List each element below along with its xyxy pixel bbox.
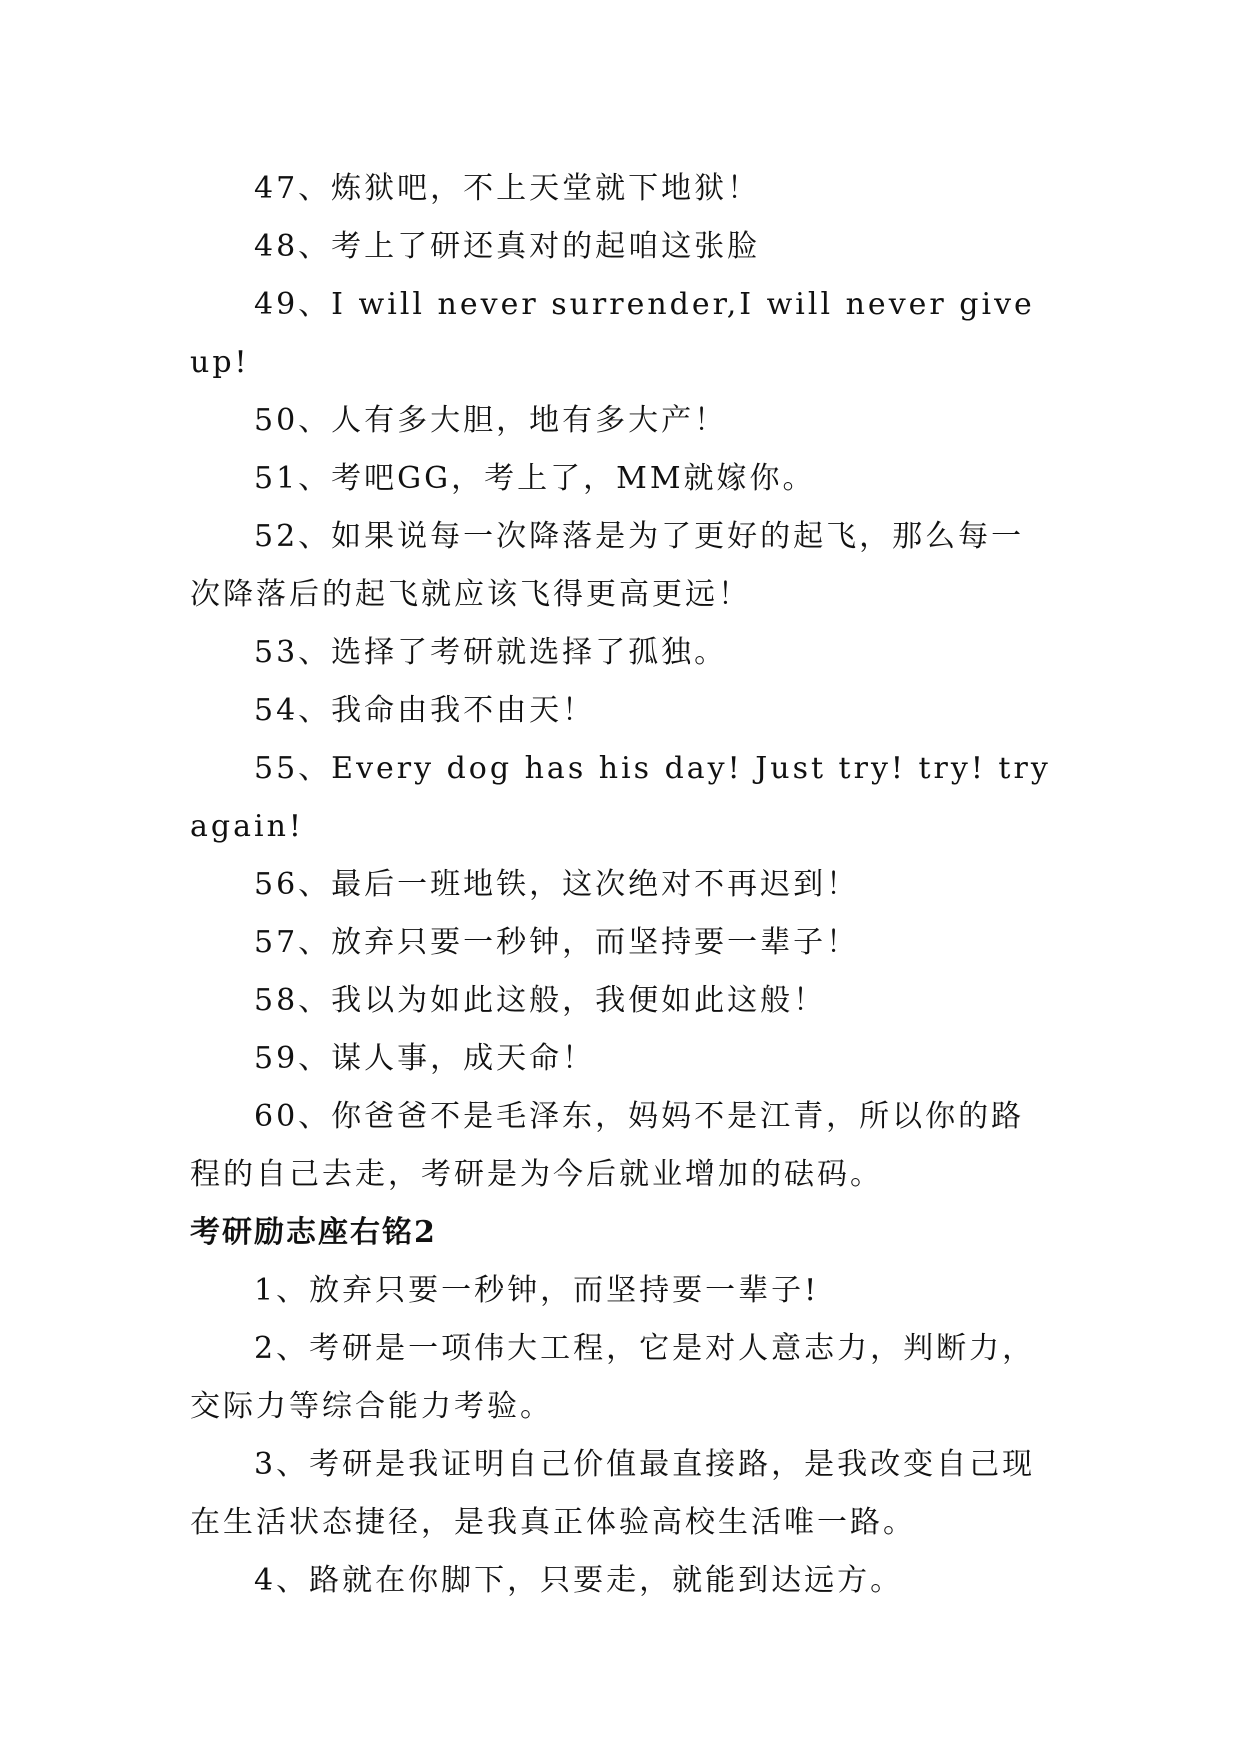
motto-item-48: 48、考上了研还真对的起咱这张脸 (254, 229, 761, 264)
section-title: 考研励志座右铭2 (190, 1215, 437, 1250)
motto-item-4: 4、路就在你脚下，只要走，就能到达远方。 (254, 1563, 904, 1598)
motto-item-3: 3、考研是我证明自己价值最直接路，是我改变自己现在生活状态捷径，是我真正体验高校生活唯一路。 (190, 1447, 1036, 1540)
motto-item-57: 57、放弃只要一秒钟，而坚持要一辈子！ (254, 925, 860, 960)
document-body (190, 160, 1052, 1610)
motto-item-47: 47、炼狱吧，不上天堂就下地狱！ (254, 171, 761, 206)
motto-item-50: 50、人有多大胆，地有多大产！ (254, 403, 728, 438)
motto-item-51: 51、考吧GG，考上了，MM就嫁你。 (254, 461, 816, 496)
motto-item-60: 60、你爸爸不是毛泽东，妈妈不是江青，所以你的路程的自己去走，考研是为今后就业增加的砝码。 (190, 1099, 1025, 1192)
motto-item-58: 58、我以为如此这般，我便如此这般！ (254, 983, 827, 1018)
motto-item-2: 2、考研是一项伟大工程，它是对人意志力，判断力，交际力等综合能力考验。 (190, 1331, 1036, 1424)
motto-item-53: 53、选择了考研就选择了孤独。 (254, 635, 728, 670)
motto-item-1: 1、放弃只要一秒钟，而坚持要一辈子! (254, 1273, 820, 1308)
motto-item-52: 52、如果说每一次降落是为了更好的起飞，那么每一次降落后的起飞就应该飞得更高更远！ (190, 519, 1025, 612)
motto-item-49: 49、I will never surrender,I will never give up! (190, 287, 1035, 380)
motto-item-55: 55、Every dog has his day! Just try! try! try again! (190, 751, 1051, 844)
motto-item-54: 54、我命由我不由天！ (254, 693, 596, 728)
motto-item-56: 56、最后一班地铁，这次绝对不再迟到！ (254, 867, 860, 902)
motto-item-59: 59、谋人事，成天命！ (254, 1041, 596, 1076)
